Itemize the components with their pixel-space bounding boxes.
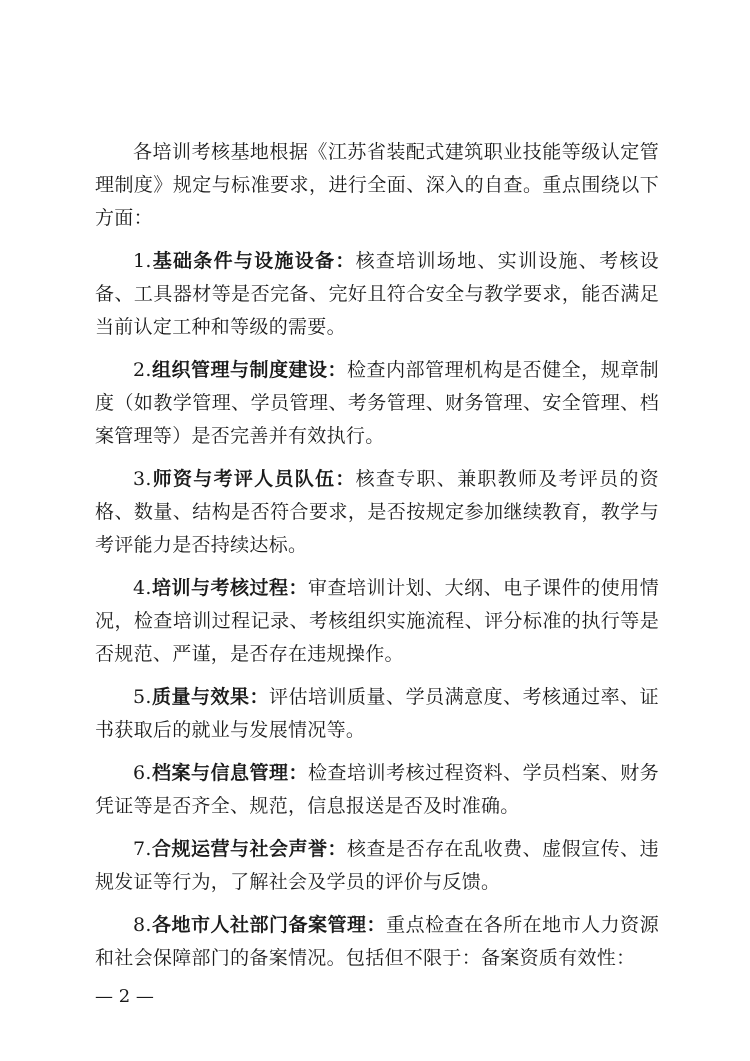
item-heading: 组织管理与制度建设： xyxy=(151,359,348,381)
item-heading: 各地市人社部门备案管理： xyxy=(151,914,387,936)
item-heading: 师资与考评人员队伍： xyxy=(151,468,356,490)
item-text: 检查内部管理机构是否健全，规章制度（如教学管理、学员管理、考务管理、财务管理、安全管理、档案管理等）是否完善并有效执行。 xyxy=(95,359,659,447)
intro-paragraph: 各培训考核基地根据《江苏省装配式建筑职业技能等级认定管理制度》规定与标准要求，进行全面、深入的自查。重点围绕以下方面： xyxy=(95,141,659,229)
item-paragraph-7: 7.合规运营与社会声誉：核查是否存在乱收费、虚假宣传、违规发证等行为，了解社会及学员的评价与反馈。 xyxy=(95,838,659,893)
item-text: 评估培训质量、学员满意度、考核通过率、证书获取后的就业与发展情况等。 xyxy=(95,686,659,741)
item-heading: 基础条件与设施设备： xyxy=(151,250,356,272)
item-text: 核查专职、兼职教师及考评员的资格、数量、结构是否符合要求，是否按规定参加继续教育，教学与考评能力是否持续达标。 xyxy=(95,468,659,556)
item-text: 核查是否存在乱收费、虚假宣传、违规发证等行为，了解社会及学员的评价与反馈。 xyxy=(95,838,659,893)
item-heading: 合规运营与社会声誉： xyxy=(151,838,348,860)
item-text: 核查培训场地、实训设施、考核设备、工具器材等是否完备、完好且符合安全与教学要求，能否满足当前认定工种和等级的需要。 xyxy=(95,250,659,338)
item-heading: 培训与考核过程： xyxy=(151,577,309,599)
item-paragraph-6: 6.档案与信息管理：检查培训考核过程资料、学员档案、财务凭证等是否齐全、规范，信息报送是否及时准确。 xyxy=(95,762,659,817)
page-number: — 2 — xyxy=(95,986,154,1007)
item-paragraph-8: 8.各地市人社部门备案管理：重点检查在各所在地市人力资源和社会保障部门的备案情况。包括但不限于：备案资质有效性： xyxy=(95,914,659,969)
item-text: 检查培训考核过程资料、学员档案、财务凭证等是否齐全、规范，信息报送是否及时准确。 xyxy=(95,762,659,817)
item-paragraph-1: 1.基础条件与设施设备：核查培训场地、实训设施、考核设备、工具器材等是否完备、完好且符合安全与教学要求，能否满足当前认定工种和等级的需要。 xyxy=(95,250,659,338)
item-paragraph-2: 2.组织管理与制度建设：检查内部管理机构是否健全，规章制度（如教学管理、学员管理、考务管理、财务管理、安全管理、档案管理等）是否完善并有效执行。 xyxy=(95,359,659,447)
item-heading: 质量与效果： xyxy=(151,686,269,708)
item-heading: 档案与信息管理： xyxy=(151,762,309,784)
item-paragraph-3: 3.师资与考评人员队伍：核查专职、兼职教师及考评员的资格、数量、结构是否符合要求，是否按规定参加继续教育，教学与考评能力是否持续达标。 xyxy=(95,468,659,556)
item-text: 重点检查在各所在地市人力资源和社会保障部门的备案情况。包括但不限于：备案资质有效性： xyxy=(95,914,659,969)
item-text: 审查培训计划、大纲、电子课件的使用情况，检查培训过程记录、考核组织实施流程、评分标准的执行等是否规范、严谨，是否存在违规操作。 xyxy=(95,577,659,665)
document-body xyxy=(95,136,659,985)
item-paragraph-5: 5.质量与效果：评估培训质量、学员满意度、考核通过率、证书获取后的就业与发展情况等。 xyxy=(95,686,659,741)
item-paragraph-4: 4.培训与考核过程：审查培训计划、大纲、电子课件的使用情况，检查培训过程记录、考核组织实施流程、评分标准的执行等是否规范、严谨，是否存在违规操作。 xyxy=(95,577,659,665)
